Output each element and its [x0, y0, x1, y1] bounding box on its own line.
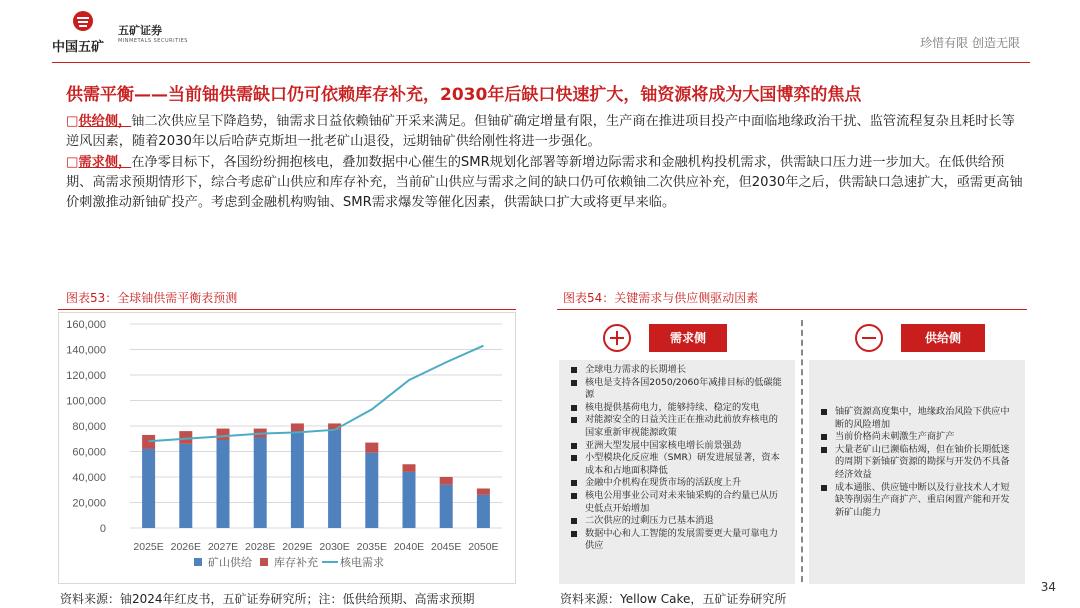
figure-53-source: 资料来源：铀2024年红皮书，五矿证券研究所；注：低供给预期、高需求预期	[60, 592, 475, 606]
y-tick-label: 160,000	[66, 319, 106, 331]
bar-mine-supply	[403, 472, 416, 528]
plus-circle-icon	[603, 324, 631, 352]
page-number: 34	[1040, 580, 1056, 594]
x-tick-label: 2025E	[133, 541, 164, 553]
legend-label: 矿山供给	[208, 556, 252, 569]
bar-mine-supply	[291, 432, 304, 528]
x-tick-label: 2027E	[207, 541, 239, 553]
demand-paragraph	[66, 153, 1026, 213]
y-tick-label: 20,000	[72, 497, 106, 510]
drivers-panel	[557, 314, 1027, 584]
list-item: 亚洲大型发展中国家核电增长前景强劲	[569, 440, 787, 453]
brand	[118, 22, 188, 44]
list-item: 二次供应的过剩压力已基本消退	[569, 515, 787, 528]
x-tick-label: 2030E	[319, 541, 350, 553]
bar-inventory	[403, 464, 416, 472]
bar-mine-supply	[142, 449, 155, 528]
dashed-divider	[801, 320, 803, 582]
minus-circle-icon	[855, 324, 883, 352]
y-tick-label: 100,000	[66, 395, 106, 408]
list-item: 核电公用事业公司对未来铀采购的合约量已从历史低点开始增加	[569, 490, 787, 515]
demand-text: 在净零目标下，各国纷纷拥抱核电，叠加数据中心催生的SMR规划化部署等新增边际需求和金融机构投机需求，供需缺口压力进一步加大。在低供给预期、高需求预期情形下，综合考虑矿山供应和库存补充，当前矿山供应与需求之间的缺口仍可依赖铀二次供应补充，但2030年之后，供需缺口急速扩大，亟需更高铀价刺激推动新铀矿投产。考虑到金融机构购铀、SMR需求爆发等催化因素，供需缺口扩大或将更早来临。	[66, 155, 1023, 210]
bar-mine-supply	[217, 440, 230, 528]
bar-mine-supply	[179, 444, 192, 528]
brand-name: 五矿证券	[118, 24, 162, 37]
x-tick-label: 2028E	[245, 541, 276, 553]
supply-keyword: 供给侧，	[78, 114, 132, 129]
list-item: 对能源安全的日益关注正在推动此前放弃核电的国家重新审视能源政策	[569, 414, 787, 439]
bar-mine-supply	[254, 437, 267, 528]
list-item: 数据中心和人工智能的发展需要更大量可靠电力供应	[569, 528, 787, 553]
bullet-box-icon: □	[66, 114, 79, 129]
supply-drivers-box	[809, 360, 1025, 584]
list-item: 大量老矿山已濒临枯竭，但在铀价长期低迷的周期下新铀矿资源的勘探与开发仍不具备经济效益	[819, 444, 1017, 482]
supply-paragraph	[66, 112, 1026, 152]
y-tick-label: 140,000	[66, 344, 106, 357]
figure-54-source: 资料来源：Yellow Cake，五矿证券研究所	[560, 592, 787, 606]
figure-53-divider	[58, 309, 516, 310]
header-divider	[52, 62, 1030, 63]
supply-drivers-list	[819, 406, 1017, 519]
bar-mine-supply	[365, 453, 378, 528]
slide-headline: 供需平衡——当前铀供需缺口仍可依赖库存补充，2030年后缺口快速扩大，铀资源将成为大国博弈的焦点	[66, 85, 862, 105]
list-item: 小型模块化反应堆（SMR）研发进展显著，资本成本和占地面积降低	[569, 452, 787, 477]
demand-drivers-box	[559, 360, 795, 584]
bar-inventory	[217, 429, 230, 440]
header	[0, 0, 1080, 64]
y-tick-label: 80,000	[72, 421, 106, 433]
company-logo	[52, 10, 122, 56]
list-item: 金融中介机构在现货市场的活跃度上升	[569, 477, 787, 490]
y-tick-label: 60,000	[72, 446, 106, 459]
x-tick-label: 2035E	[356, 541, 387, 553]
list-item: 铀矿资源高度集中，地缘政治风险下供应中断的风险增加	[819, 406, 1017, 431]
bullet-box-icon: □	[66, 155, 79, 170]
list-item: 当前价格尚未刺激生产商扩产	[819, 431, 1017, 444]
logo-text: 中国五矿	[52, 40, 105, 55]
list-item: 核电是支持各国2050/2060年减排目标的低碳能源	[569, 377, 787, 402]
bar-mine-supply	[440, 485, 453, 528]
slogan: 珍惜有限 创造无限	[920, 36, 1020, 50]
x-tick-label: 2045E	[431, 541, 462, 553]
minmetals-logo-icon	[72, 10, 94, 32]
supply-demand-chart	[58, 312, 516, 584]
legend-label: 核电需求	[340, 556, 384, 569]
bar-inventory	[477, 488, 490, 494]
bar-mine-supply	[328, 430, 341, 528]
brand-english: MINMETALS SECURITIES	[118, 38, 188, 44]
list-item: 核电提供基荷电力，能够持续、稳定的发电	[569, 402, 787, 415]
figure-54-title: 图表54：关键需求与供应侧驱动因素	[563, 291, 759, 305]
bar-inventory	[440, 477, 453, 485]
bar-inventory	[291, 423, 304, 432]
bar-mine-supply	[477, 495, 490, 528]
x-tick-label: 2026E	[170, 541, 201, 553]
x-tick-label: 2050E	[468, 541, 499, 553]
demand-drivers-list	[569, 364, 787, 553]
figure-53-title: 图表53：全球铀供需平衡表预测	[66, 291, 238, 305]
demand-keyword: 需求侧，	[78, 155, 132, 170]
x-tick-label: 2029E	[282, 541, 313, 553]
y-tick-label: 40,000	[72, 472, 106, 484]
legend-swatch	[260, 558, 268, 566]
x-tick-label: 2040E	[393, 541, 425, 553]
y-tick-label: 0	[99, 523, 106, 535]
legend-label: 库存补充	[274, 556, 318, 569]
y-tick-label: 120,000	[66, 370, 106, 382]
supply-side-tag: 供给侧	[901, 324, 985, 352]
demand-side-tag: 需求侧	[649, 324, 727, 352]
legend-swatch	[194, 558, 202, 566]
figure-54-divider	[557, 309, 1027, 310]
list-item: 全球电力需求的长期增长	[569, 364, 787, 377]
list-item: 成本通胀、供应链中断以及行业技术人才短缺等削弱生产商扩产、重启闲置产能和开发新矿山能力	[819, 482, 1017, 520]
bar-inventory	[365, 443, 378, 453]
supply-text: 铀二次供应呈下降趋势，铀需求日益依赖铀矿开采来满足。但铀矿确定增量有限，生产商在推进项目投产中面临地缘政治干扰、监管流程复杂且耗时长等逆风因素，随着2030年以后哈萨克斯坦一批老矿山退役，远期铀矿供给刚性将进一步强化。	[66, 114, 1015, 149]
